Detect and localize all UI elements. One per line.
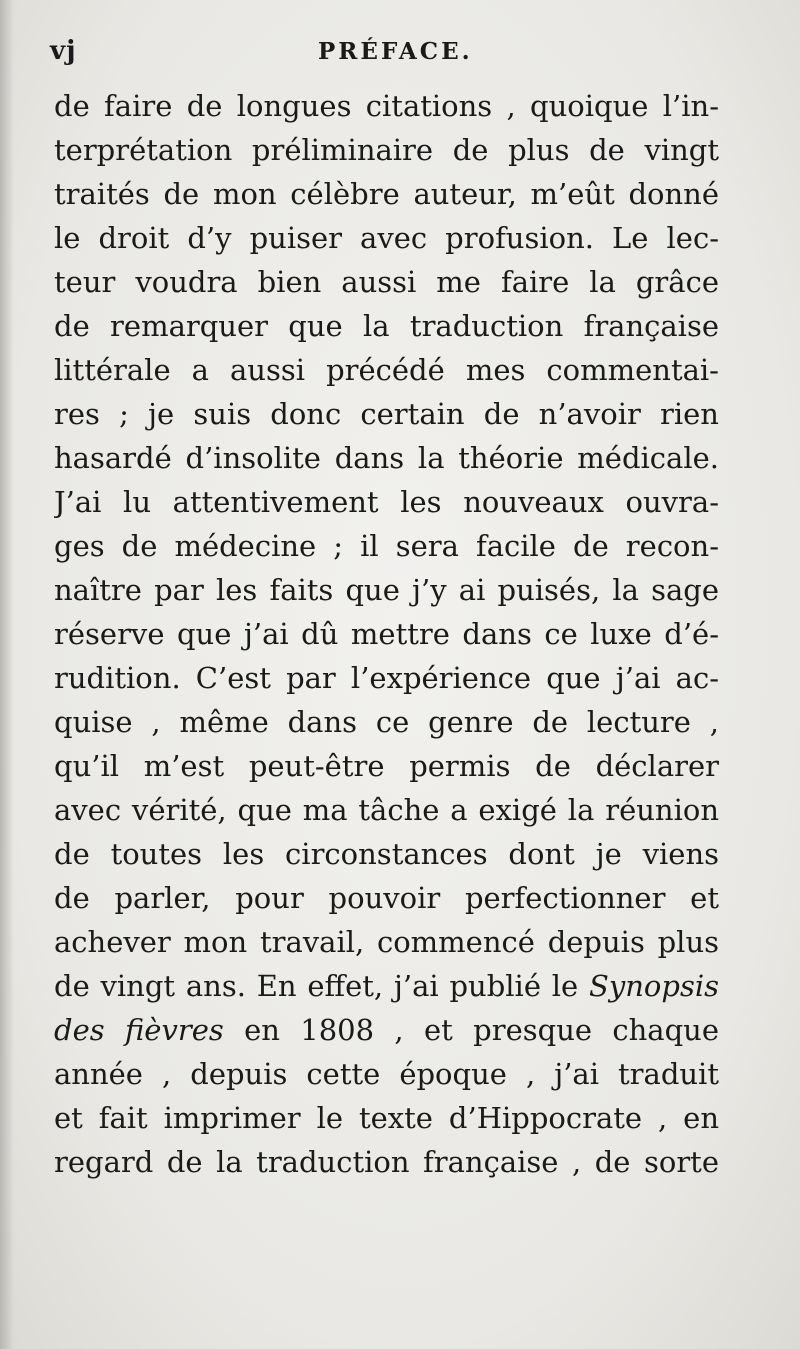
text-line: le droit d’y puiser avec profusion. Le lec- xyxy=(54,221,719,255)
text-line: de parler, pour pouvoir perfectionner et xyxy=(54,881,719,915)
text-line-with-italic xyxy=(54,964,719,1008)
text-line: quise , même dans ce genre de lecture , xyxy=(54,705,719,739)
text-line: traités de mon célèbre auteur, m’eût donné xyxy=(54,177,719,211)
text-line: qu’il m’est peut-être permis de déclarer xyxy=(54,749,719,783)
text-line: naître par les faits que j’y ai puisés, la sage xyxy=(54,573,719,607)
text-segment: de vingt ans. En effet, j’ai publié le xyxy=(54,969,589,1003)
text-line-with-italic xyxy=(54,1008,719,1052)
text-line: de remarquer que la traduction française xyxy=(54,309,719,343)
text-line: hasardé d’insolite dans la théorie médicale. xyxy=(54,441,719,475)
text-line: achever mon travail, commencé depuis plus xyxy=(54,925,719,959)
body-text xyxy=(54,84,719,1184)
text-line: teur voudra bien aussi me faire la grâce xyxy=(54,265,719,299)
page-header xyxy=(50,36,760,80)
text-line: regard de la traduction française , de sorte xyxy=(54,1145,719,1179)
text-line: terprétation préliminaire de plus de vingt xyxy=(54,133,719,167)
text-line: res ; je suis donc certain de n’avoir rien xyxy=(54,397,719,431)
italic-title: Synopsis xyxy=(589,969,719,1003)
text-line: réserve que j’ai dû mettre dans ce luxe d’é- xyxy=(54,617,719,651)
italic-title: des fièvres xyxy=(54,1013,224,1047)
text-line: littérale a aussi précédé mes commentai- xyxy=(54,353,719,387)
page-number: vj xyxy=(50,36,77,66)
text-line: rudition. C’est par l’expérience que j’ai ac- xyxy=(54,661,719,695)
text-line: J’ai lu attentivement les nouveaux ouvra- xyxy=(54,485,719,519)
text-line: de faire de longues citations , quoique l’in- xyxy=(54,89,719,123)
text-line: de toutes les circonstances dont je viens xyxy=(54,837,719,871)
text-line: avec vérité, que ma tâche a exigé la réunion xyxy=(54,793,719,827)
text-segment: en 1808 , et presque chaque xyxy=(223,1013,719,1047)
text-line: année , depuis cette époque , j’ai traduit xyxy=(54,1057,719,1091)
text-line: et fait imprimer le texte d’Hippocrate , en xyxy=(54,1101,719,1135)
text-line: ges de médecine ; il sera facile de recon- xyxy=(54,529,719,563)
running-head: PRÉFACE. xyxy=(318,38,473,65)
page-edge-shadow xyxy=(0,0,14,1349)
